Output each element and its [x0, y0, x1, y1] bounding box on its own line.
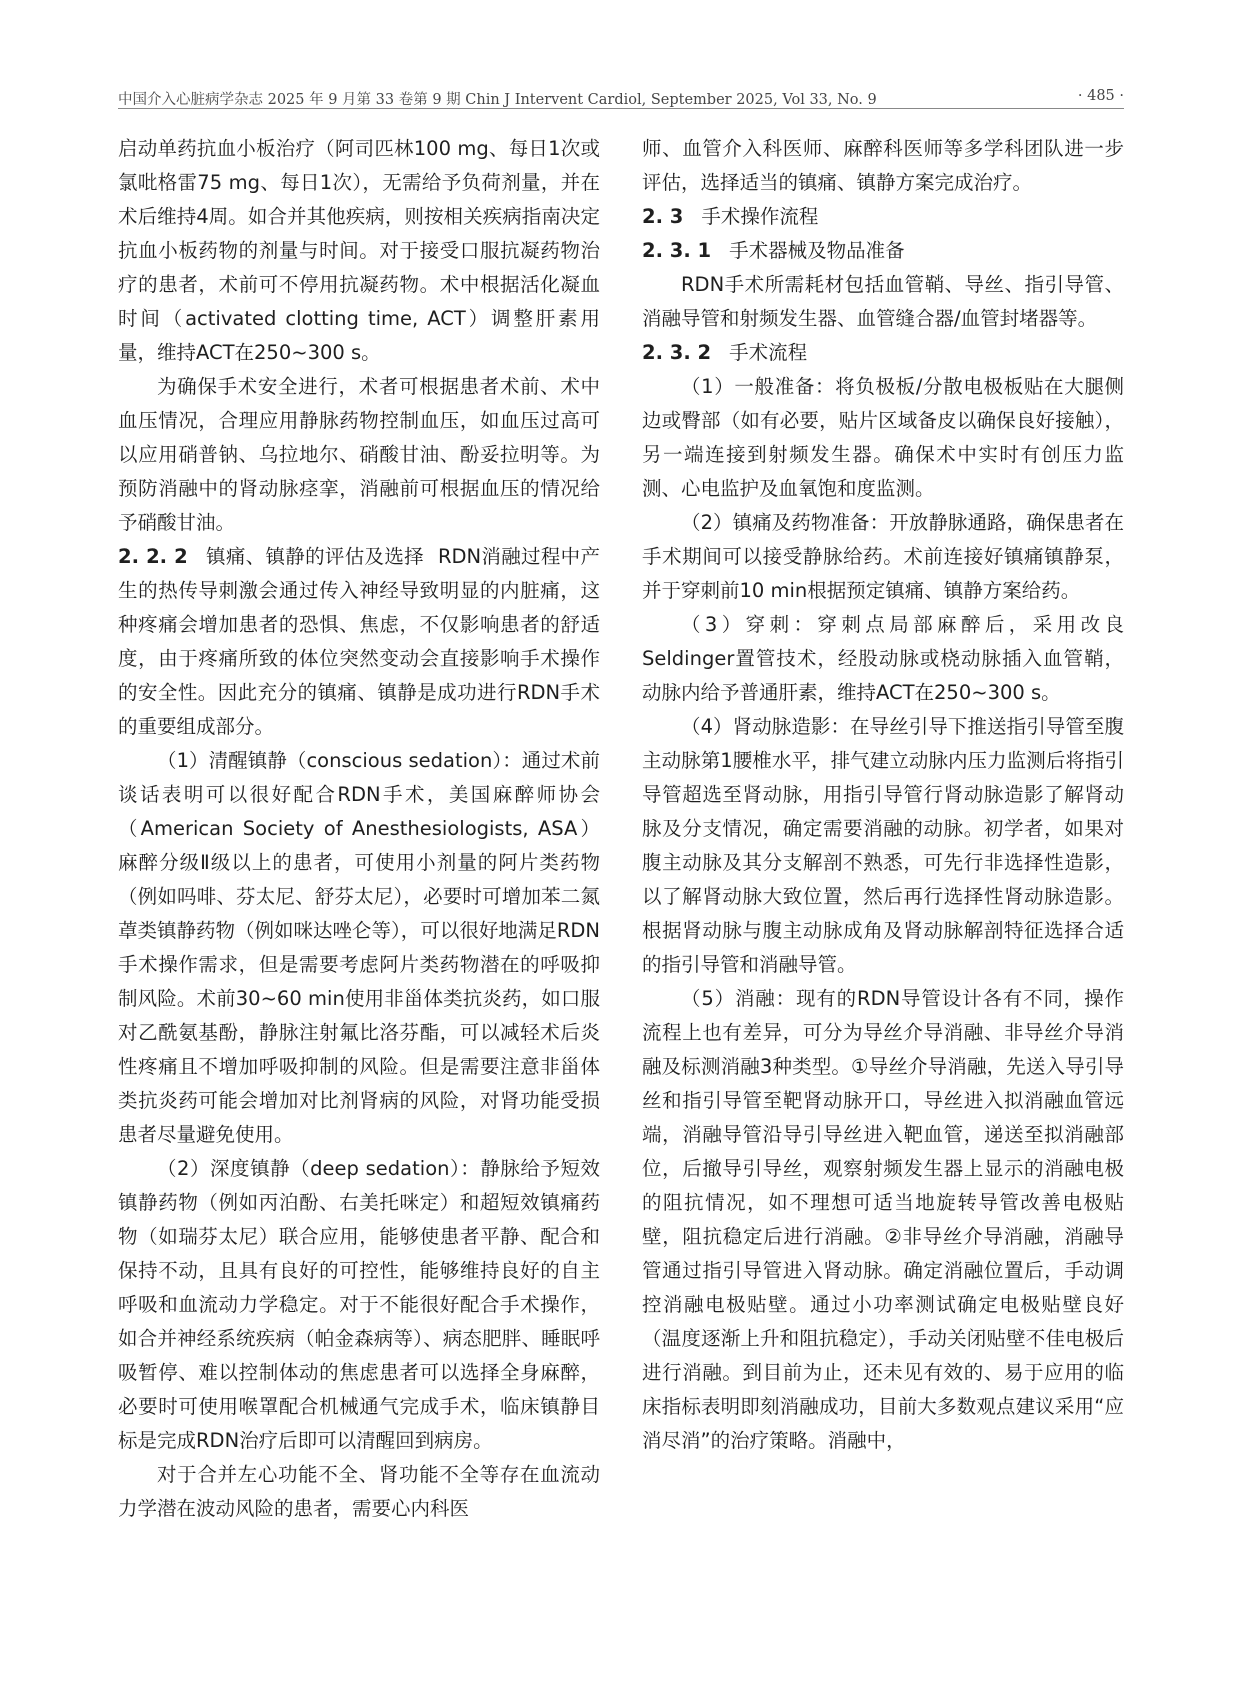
section-number: 2. 3. 2 [642, 341, 712, 364]
section-number: 2. 2. 2 [118, 545, 188, 568]
section-title: 手术操作流程 [701, 205, 819, 228]
section-heading-2-3 [642, 200, 1124, 234]
paragraph: （2）镇痛及药物准备：开放静脉通路，确保患者在手术期间可以接受静脉给药。术前连接好镇痛镇静泵，并于穿刺前10 min根据预定镇痛、镇静方案给药。 [642, 511, 1124, 602]
paragraph: 为确保手术安全进行，术者可根据患者术前、术中血压情况，合理应用静脉药物控制血压，如血压过高可以应用硝普钠、乌拉地尔、硝酸甘油、酚妥拉明等。为预防消融中的肾动脉痉挛，消融前可根据血压的情况给予硝酸甘油。 [118, 375, 600, 534]
paragraph: （1）一般准备：将负极板/分散电极板贴在大腿侧边或臀部（如有必要，贴片区域备皮以确保良好接触），另一端连接到射频发生器。确保术中实时有创压力监测、心电监护及血氧饱和度监测。 [642, 375, 1124, 500]
paragraph: 对于合并左心功能不全、肾功能不全等存在血流动力学潜在波动风险的患者，需要心内科医 [118, 1463, 600, 1520]
section-number: 2. 3 [642, 205, 684, 228]
paragraph: 师、血管介入科医师、麻醉科医师等多学科团队进一步评估，选择适当的镇痛、镇静方案完成治疗。 [642, 137, 1124, 194]
section-title: 手术器械及物品准备 [729, 239, 905, 262]
section-number: 2. 3. 1 [642, 239, 712, 262]
section-heading-2-3-2 [642, 336, 1124, 370]
paragraph: （1）清醒镇静（conscious sedation）：通过术前谈话表明可以很好配合RDN手术，美国麻醉师协会（American Society of Anesthesiologists, ASA）麻醉分级Ⅱ级以上的患者，可使用小剂量的阿片类药物（例如吗啡、芬太尼、舒芬太尼），必要时可增加苯二氮䓬类镇静药物（例如咪达唑仑等），可以很好地满足RDN手术操作需求，但是需要考虑阿片类药物潜在的呼吸抑制风险。术前30~60 min使用非甾体类抗炎药，如口服对乙酰氨基酚，静脉注射氟比洛芬酯，可以减轻术后炎性疼痛且不增加呼吸抑制的风险。但是需要注意非甾体类抗炎药可能会增加对比剂肾病的风险，对肾功能受损患者尽量避免使用。 [118, 749, 600, 1146]
section-2-2-2 [118, 540, 600, 744]
left-column [118, 132, 600, 1526]
paragraph: RDN手术所需耗材包括血管鞘、导丝、指引导管、消融导管和射频发生器、血管缝合器/血管封堵器等。 [642, 273, 1124, 330]
right-column [642, 132, 1124, 1458]
running-header [118, 84, 1124, 106]
section-title: 手术流程 [729, 341, 808, 364]
page-number: · 485 · [1077, 88, 1124, 104]
header-rule [118, 108, 1124, 109]
paragraph: （3）穿刺：穿刺点局部麻醉后，采用改良Seldinger置管技术，经股动脉或桡动脉插入血管鞘，动脉内给予普通肝素，维持ACT在250~300 s。 [642, 613, 1124, 704]
paragraph: （5）消融：现有的RDN导管设计各有不同，操作流程上也有差异，可分为导丝介导消融、非导丝介导消融及标测消融3种类型。①导丝介导消融，先送入导引导丝和指引导管至靶肾动脉开口，导丝进入拟消融血管远端，消融导管沿导引导丝进入靶血管，递送至拟消融部位，后撤导引导丝，观察射频发生器上显示的消融电极的阻抗情况，如不理想可适当地旋转导管改善电极贴壁，阻抗稳定后进行消融。②非导丝介导消融，消融导管通过指引导管进入肾动脉。确定消融位置后，手动调控消融电极贴壁。通过小功率测试确定电极贴壁良好（温度逐渐上升和阻抗稳定），手动关闭贴壁不佳电极后进行消融。到目前为止，还未见有效的、易于应用的临床指标表明即刻消融成功，目前大多数观点建议采用“应消尽消”的治疗策略。消融中， [642, 987, 1124, 1452]
section-title: 镇痛、镇静的评估及选择 [205, 545, 424, 568]
paragraph: 启动单药抗血小板治疗（阿司匹林100 mg、每日1次或氯吡格雷75 mg、每日1次），无需给予负荷剂量，并在术后维持4周。如合并其他疾病，则按相关疾病指南决定抗血小板药物的剂量与时间。对于接受口服抗凝药物治疗的患者，术前可不停用抗凝药物。术中根据活化凝血时间（activated clotting time, ACT）调整肝素用量，维持ACT在250~300 s。 [118, 137, 600, 364]
paragraph: （4）肾动脉造影：在导丝引导下推送指引导管至腹主动脉第1腰椎水平，排气建立动脉内压力监测后将指引导管超选至肾动脉，用指引导管行肾动脉造影了解肾动脉及分支情况，确定需要消融的动脉。初学者，如果对腹主动脉及其分支解剖不熟悉，可先行非选择性造影，以了解肾动脉大致位置，然后再行选择性肾动脉造影。根据肾动脉与腹主动脉成角及肾动脉解剖特征选择合适的指引导管和消融导管。 [642, 715, 1124, 976]
section-text: RDN消融过程中产生的热传导刺激会通过传入神经导致明显的内脏痛，这种疼痛会增加患者的恐惧、焦虑，不仅影响患者的舒适度，由于疼痛所致的体位突然变动会直接影响手术操作的安全性。因此充分的镇痛、镇静是成功进行RDN手术的重要组成部分。 [118, 545, 600, 738]
section-heading [118, 545, 438, 568]
section-heading-2-3-1 [642, 234, 1124, 268]
journal-citation: 中国介入心脏病学杂志 2025 年 9 月第 33 卷第 9 期 Chin J Intervent Cardiol, September 2025, Vol 33, No. 9 [118, 92, 877, 108]
paragraph: （2）深度镇静（deep sedation）：静脉给予短效镇静药物（例如丙泊酚、右美托咪定）和超短效镇痛药物（如瑞芬太尼）联合应用，能够使患者平静、配合和保持不动，且具有良好的可控性，能够维持良好的自主呼吸和血流动力学稳定。对于不能很好配合手术操作，如合并神经系统疾病（帕金森病等）、病态肥胖、睡眠呼吸暂停、难以控制体动的焦虑患者可以选择全身麻醉，必要时可使用喉罩配合机械通气完成手术，临床镇静目标是完成RDN治疗后即可以清醒回到病房。 [118, 1157, 600, 1452]
